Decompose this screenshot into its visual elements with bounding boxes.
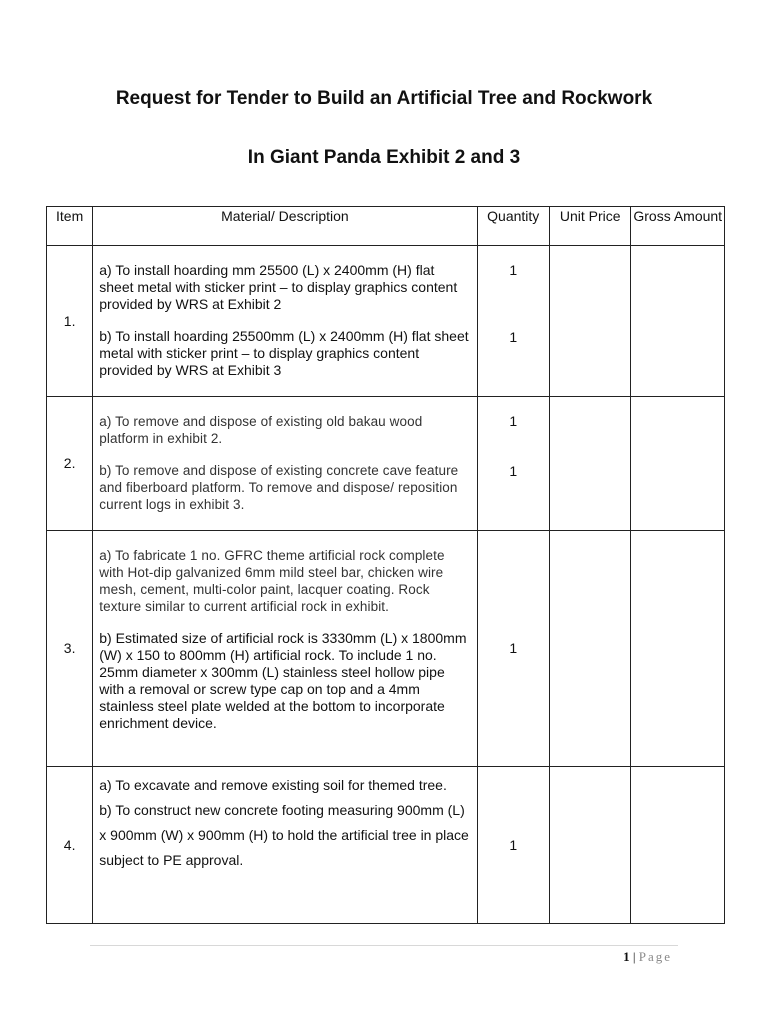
item-description — [93, 767, 477, 924]
document-subtitle: In Giant Panda Exhibit 2 and 3 — [247, 147, 521, 168]
description-part-a: a) To remove and dispose of existing old bakau wood platform in exhibit 2. — [99, 414, 423, 446]
footer-separator: | — [632, 949, 636, 964]
description-part-b: b) To remove and dispose of existing concrete cave feature and fiberboard platform. To remove and dispose/ reposition current logs in exhibit 3. — [99, 463, 459, 512]
gross-amount-cell — [631, 531, 725, 767]
description-part-b: b) To construct new concrete footing measuring 900mm (L) x 900mm (W) x 900mm (H) to hold the artificial tree in place subject to PE approval. — [99, 802, 469, 868]
item-quantity — [477, 397, 549, 531]
page-label: Page — [638, 949, 672, 964]
item-number: 2. — [47, 397, 93, 531]
item-number: 1. — [47, 246, 93, 397]
quantity-a: 1 — [509, 413, 518, 429]
header-description: Material/ Description — [93, 207, 477, 246]
item-quantity: 1 — [477, 767, 549, 924]
gross-amount-cell — [631, 397, 725, 531]
description-part-a: a) To fabricate 1 no. GFRC theme artificial rock complete with Hot-dip galvanized 6mm mild steel bar, chicken wire mesh, cement, multi-color paint, lacquer coating. Rock texture similar to current artificial rock in exhibit. — [99, 548, 445, 614]
item-description — [93, 531, 477, 767]
header-unit-price: Unit Price — [549, 207, 630, 246]
header-item: Item — [47, 207, 93, 246]
item-number: 3. — [47, 531, 93, 767]
item-quantity: 1 — [477, 531, 549, 767]
quantity-a: 1 — [509, 262, 518, 278]
gross-amount-cell — [631, 246, 725, 397]
description-part-b: b) Estimated size of artificial rock is 3330mm (L) x 1800mm (W) x 150 to 800mm (H) artificial rock. To include 1 no. 25mm diameter x 300mm (L) stainless steel hollow pipe with a removal or screw type cap on top and a 4mm stainless steel plate welded at the bottom to incorporate enrichment device. — [99, 630, 467, 731]
unit-price-cell — [549, 531, 630, 767]
item-description — [93, 397, 477, 531]
table-row — [47, 767, 725, 924]
table-row — [47, 246, 725, 397]
page-number: 1 — [623, 949, 630, 964]
quantity-b: 1 — [509, 463, 518, 479]
page-footer — [623, 949, 672, 965]
unit-price-cell — [549, 246, 630, 397]
item-description — [93, 246, 477, 397]
item-number: 4. — [47, 767, 93, 924]
footer-divider — [90, 945, 678, 946]
unit-price-cell — [549, 767, 630, 924]
table-header-row — [47, 207, 725, 246]
description-part-b: b) To install hoarding 25500mm (L) x 2400mm (H) flat sheet metal with sticker print – to display graphics content provided by WRS at Exhibit 3 — [99, 328, 469, 378]
header-quantity: Quantity — [477, 207, 549, 246]
description-part-a: a) To excavate and remove existing soil for themed tree. — [99, 777, 447, 793]
item-quantity — [477, 246, 549, 397]
tender-table — [46, 206, 725, 924]
table-row — [47, 397, 725, 531]
gross-amount-cell — [631, 767, 725, 924]
unit-price-cell — [549, 397, 630, 531]
header-gross-amount: Gross Amount — [631, 207, 725, 246]
table-row — [47, 531, 725, 767]
document-title: Request for Tender to Build an Artificial Tree and Rockwork — [115, 88, 653, 109]
description-part-a: a) To install hoarding mm 25500 (L) x 2400mm (H) flat sheet metal with sticker print – to display graphics content provided by WRS at Exhibit 2 — [99, 262, 458, 312]
quantity-b: 1 — [509, 329, 518, 345]
